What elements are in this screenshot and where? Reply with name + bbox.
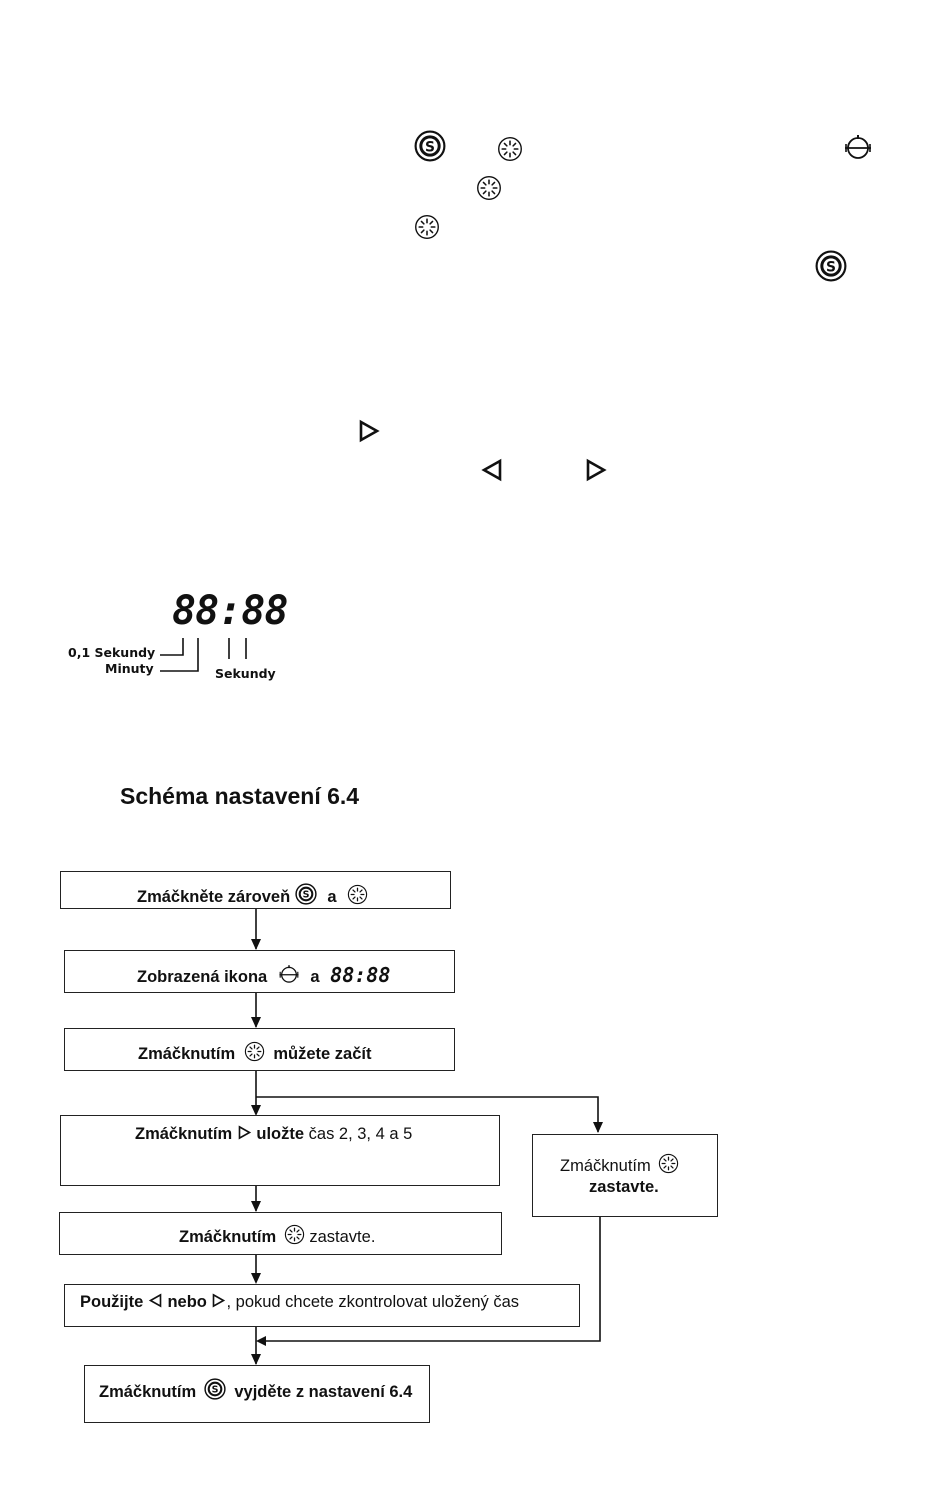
start-stop-icon [347,884,368,905]
step-stop [59,1212,502,1255]
step-text: Použijte [80,1293,144,1311]
step-text: vyjděte z nastavení 6.4 [234,1383,413,1401]
s-button-icon [204,1378,226,1400]
step-text: Zmáčknutím [560,1157,651,1175]
step-text: můžete začít [273,1045,372,1063]
scheme-title: Schéma nastavení 6.4 [120,783,360,809]
stopwatch-icon [278,963,300,985]
step-text: zastavte. [309,1228,376,1246]
start-stop-icon [658,1153,679,1174]
step-text: Zmáčknutím [179,1228,277,1246]
step-text: nebo [167,1293,207,1311]
step-display-icon [64,950,455,993]
tenths-label: 0,1 Sekundy [68,645,156,660]
display-digits: 88:88 [172,588,288,634]
step-stop-side [532,1134,718,1217]
step-exit [84,1365,430,1423]
minutes-label: Minuty [105,661,154,676]
step-start [64,1028,455,1071]
step-press-together [60,871,451,909]
start-stop-icon [284,1224,305,1245]
start-stop-icon [244,1041,265,1062]
step-text: Zmáčknutím [99,1383,197,1401]
display-digits: 88:88 [330,963,391,987]
s-button-icon [295,883,317,905]
step-check-times [64,1284,580,1327]
seconds-label: Sekundy [215,666,276,681]
step-store-times [60,1115,500,1186]
step-text: Zmáčkněte zároveň [137,888,291,906]
next-arrow-icon [237,1125,252,1140]
step-text: Zmáčknutím [135,1125,233,1143]
step-text: Zobrazená ikona [137,968,268,986]
step-text: uložte [256,1125,305,1143]
previous-arrow-icon [148,1293,163,1308]
step-text: a [327,888,337,906]
step-text: Zmáčknutím [138,1045,236,1063]
step-text: , pokud chcete zkontrolovat uložený čas [226,1293,520,1311]
step-text: zastavte. [589,1178,659,1196]
next-arrow-icon [211,1293,226,1308]
step-text: čas 2, 3, 4 a 5 [308,1125,413,1143]
step-text: a [310,968,320,986]
